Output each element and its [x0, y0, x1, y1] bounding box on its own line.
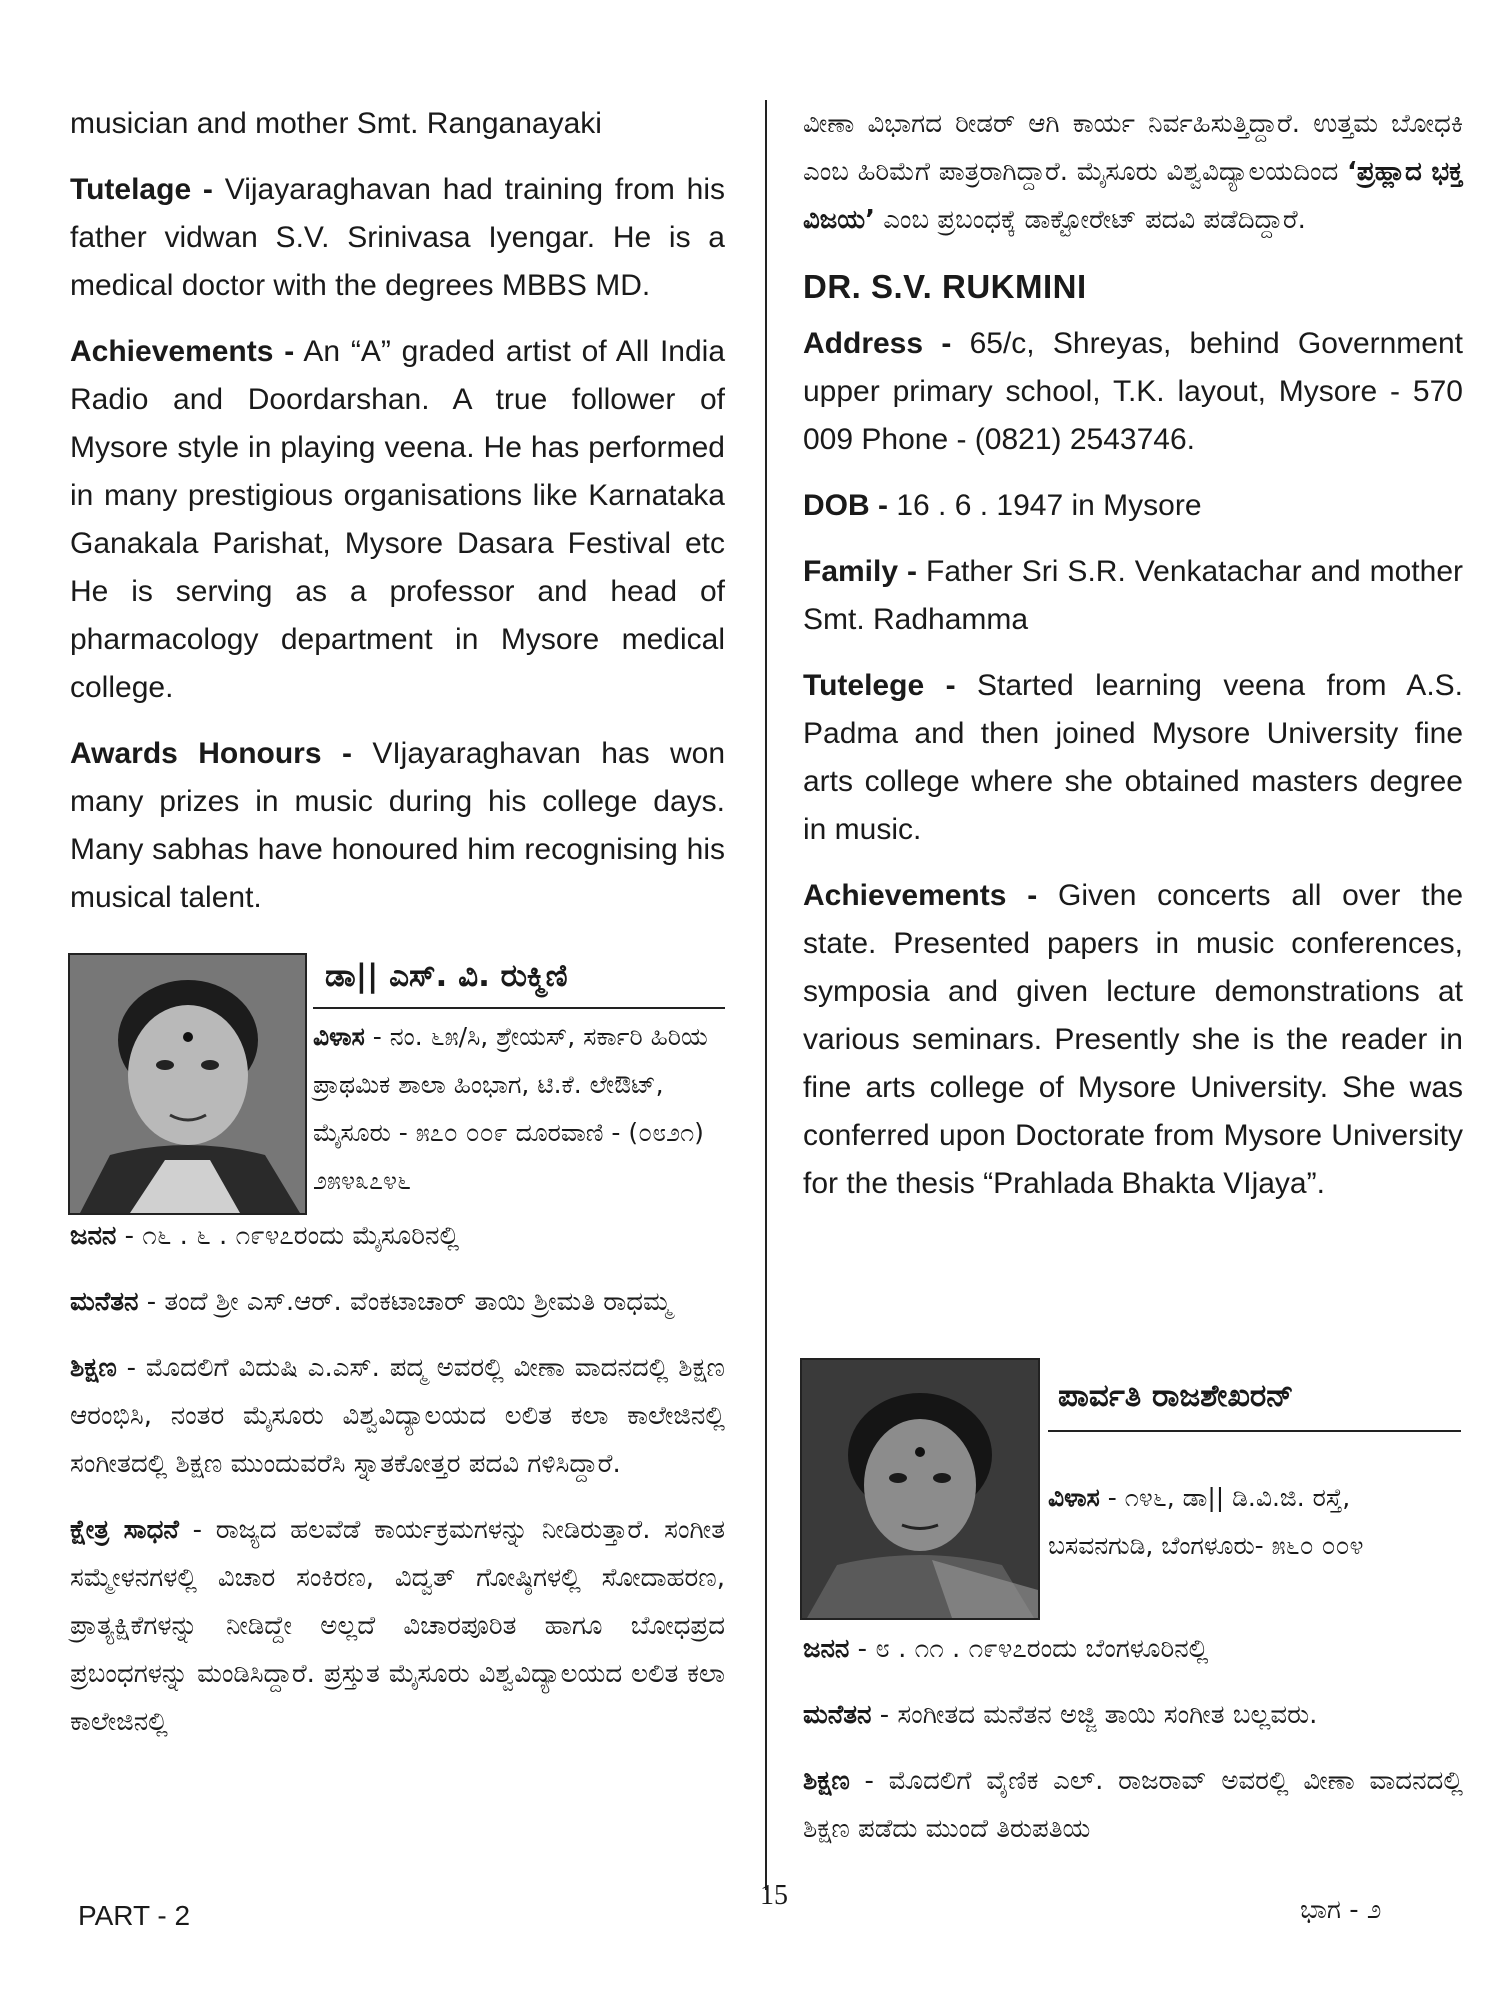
dob-label: DOB - [803, 489, 888, 522]
awards-paragraph [70, 730, 725, 922]
portrait-photo-rukmini [68, 953, 307, 1215]
family-text-kn: - ತಂದೆ ಶ್ರೀ ಎಸ್.ಆರ್. ವೆಂಕಟಾಚಾರ್ ತಾಯಿ ಶ್ರೀಮತಿ ರಾಧಮ್ಮ [138, 1287, 672, 1317]
family-label-kn-right: ಮನೆತನ [803, 1700, 872, 1730]
kannada-body-right [803, 1625, 1463, 1871]
dob-paragraph [803, 482, 1463, 530]
achievements-text-right: Given concerts all over the state. Presented papers in music conferences, symposia and given lecture demonstrations at various seminars. Presently she is the reader in fine arts college of Mysore University. She was conferred upon Doctorate from Mysore University for the thesis “Prahlada Bhakta VIjaya”. [803, 879, 1463, 1200]
right-column [803, 100, 1463, 1226]
achievements-text: An “A” graded artist of All India Radio and Doordarshan. A true follower of Mysore style in playing veena. He has performed in many prestigious organisations like Karnataka Ganakala Parishat, Mysore Dasara Festival etc He is serving as a professor and head of pharmacology department in Mysore medical college. [70, 335, 725, 704]
achievements-paragraph [70, 328, 725, 712]
dob-text-kn: - ೧೬ . ೬ . ೧೯೪೭ರಂದು ಮೈಸೂರಿನಲ್ಲಿ [116, 1221, 460, 1251]
address-text: 65/c, Shreyas, behind Government upper primary school, T.K. layout, Mysore - 570 009 Phone - (0821) 2543746. [803, 327, 1463, 456]
kannada-continued-text: ವೀಣಾ ವಿಭಾಗದ ರೀಡರ್ ಆಗಿ ಕಾರ್ಯ ನಿರ್ವಹಿಸುತ್ತಿದ್ದಾರೆ. ಉತ್ತಮ ಬೋಧಕಿ ಎಂಬ ಹಿರಿಮೆಗೆ ಪಾತ್ರರಾಗಿದ್ದಾರೆ. ಮೈಸೂರು ವಿಶ್ವವಿದ್ಯಾಲಯದಿಂದ [803, 109, 1463, 187]
portrait-photo-parvathi [800, 1358, 1040, 1620]
education-paragraph-kn [70, 1344, 725, 1488]
achievement-text-kn: - ರಾಜ್ಯದ ಹಲವೆಡೆ ಕಾರ್ಯಕ್ರಮಗಳನ್ನು ನೀಡಿರುತ್ತಾರೆ. ಸಂಗೀತ ಸಮ್ಮೇಳನಗಳಲ್ಲಿ ವಿಚಾರ ಸಂಕಿರಣ, ವಿದ್ವತ್ ಗೋಷ್ಠಿಗಳಲ್ಲಿ ಸೋದಾಹರಣ, ಪ್ರಾತ್ಯಕ್ಷಿಕೆಗಳನ್ನು ನೀಡಿದ್ದೇ ಅಲ್ಲದೆ ವಿಚಾರಪೂರಿತ ಹಾಗೂ ಬೋಧಪ್ರದ ಪ್ರಬಂಧಗಳನ್ನು ಮಂಡಿಸಿದ್ದಾರೆ. ಪ್ರಸ್ತುತ ಮೈಸೂರು ವಿಶ್ವವಿದ್ಯಾಲಯದ ಲಲಿತ ಕಲಾ ಕಾಲೇಜಿನಲ್ಲಿ [70, 1515, 725, 1737]
awards-label: Awards Honours - [70, 737, 352, 770]
kannada-address-right [1048, 1474, 1461, 1570]
awards-text: VIjayaraghavan has won many prizes in music during his college days. Many sabhas have honoured him recognising his musical talent. [70, 737, 726, 914]
kannada-continued-paragraph [803, 100, 1463, 244]
education-label-kn: ಶಿಕ್ಷಣ [70, 1353, 117, 1383]
tutelage-label-right: Tutelege - [803, 669, 956, 702]
title-rule-left [313, 1007, 725, 1009]
education-label-kn-right: ಶಿಕ್ಷಣ [803, 1766, 850, 1796]
kannada-body-left [70, 1212, 725, 1764]
family-label: Family - [803, 555, 918, 588]
tutelage-label: Tutelage - [70, 173, 213, 206]
family-paragraph-kn [70, 1278, 725, 1326]
page-number: 15 [760, 1880, 788, 1911]
address-paragraph [803, 320, 1463, 464]
address-label-kn-right: ವಿಳಾಸ [1048, 1483, 1100, 1512]
address-label-kn: ವಿಳಾಸ [313, 1022, 365, 1051]
portrait-image [70, 955, 305, 1213]
tutelage-text-right: Started learning veena from A.S. Padma and then joined Mysore University fine arts college where she obtained masters degree in music. [803, 669, 1463, 846]
tutelage-paragraph [70, 166, 725, 310]
kannada-profile-title-right: ಪಾರ್ವತಿ ರಾಜಶೇಖರನ್ [1058, 1378, 1294, 1414]
kannada-profile-title-left: ಡಾ|| ಎಸ್. ವಿ. ರುಕ್ಮಿಣಿ [325, 958, 568, 994]
address-text-kn: - ನಂ. ೬೫/ಸಿ, ಶ್ರೇಯಸ್, ಸರ್ಕಾರಿ ಹಿರಿಯ ಪ್ರಾಥಮಿಕ ಶಾಲಾ ಹಿಂಭಾಗ, ಟಿ.ಕೆ. ಲೇಔಟ್, ಮೈಸೂರು - ೫೭೦ ೦೦೯ ದೂರವಾಣಿ - (೦೮೨೧) ೨೫೪೩೭೪೬ [313, 1022, 708, 1195]
tutelage-text: Vijayaraghavan had training from his father vidwan S.V. Srinivasa Iyengar. He is a medical doctor with the degrees MBBS MD. [70, 173, 725, 302]
column-divider [765, 100, 767, 1890]
achievement-label-kn: ಕ್ಷೇತ್ರ ಸಾಧನೆ [70, 1515, 179, 1545]
dob-paragraph-kn-right [803, 1625, 1463, 1673]
left-column [70, 100, 725, 940]
dob-text: 16 . 6 . 1947 in Mysore [888, 489, 1202, 522]
family-paragraph [803, 548, 1463, 644]
education-paragraph-kn-right [803, 1757, 1463, 1853]
achievements-paragraph-right [803, 872, 1463, 1208]
address-text-kn-right: - ೧೪೬, ಡಾ|| ಡಿ.ವಿ.ಜಿ. ರಸ್ತೆ, ಬಸವನಗುಡಿ, ಬೆಂಗಳೂರು- ೫೬೦ ೦೦೪ [1048, 1483, 1364, 1560]
address-label: Address - [803, 327, 952, 360]
dob-paragraph-kn [70, 1212, 725, 1260]
title-rule-right [1048, 1430, 1461, 1432]
family-paragraph-kn-right [803, 1691, 1463, 1739]
achievement-paragraph-kn [70, 1506, 725, 1746]
achievements-label: Achievements - [70, 335, 295, 368]
education-text-kn-right: - ಮೊದಲಿಗೆ ವೈಣಿಕ ಎಲ್. ರಾಜರಾವ್ ಅವರಲ್ಲಿ ವೀಣಾ ವಾದನದಲ್ಲಿ ಶಿಕ್ಷಣ ಪಡೆದು ಮುಂದೆ ತಿರುಪತಿಯ [803, 1766, 1463, 1844]
dob-text-kn-right: - ೮ . ೧೧ . ೧೯೪೭ರಂದು ಬೆಂಗಳೂರಿನಲ್ಲಿ [849, 1634, 1209, 1664]
family-text: Father Sri S.R. Venkatachar and mother Smt. Radhamma [803, 555, 1463, 636]
footer-part-label: PART - 2 [78, 1900, 191, 1931]
portrait-image [802, 1360, 1038, 1618]
achievements-label-right: Achievements - [803, 879, 1038, 912]
dob-label-kn: ಜನನ [70, 1221, 117, 1251]
education-text-kn: - ಮೊದಲಿಗೆ ವಿದುಷಿ ಎ.ಎಸ್. ಪದ್ಮ ಅವರಲ್ಲಿ ವೀಣಾ ವಾದನದಲ್ಲಿ ಶಿಕ್ಷಣ ಆರಂಭಿಸಿ, ನಂತರ ಮೈಸೂರು ವಿಶ್ವವಿದ್ಯಾಲಯದ ಲಲಿತ ಕಲಾ ಕಾಲೇಜಿನಲ್ಲಿ ಸಂಗೀತದಲ್ಲಿ ಶಿಕ್ಷಣ ಮುಂದುವರೆಸಿ ಸ್ನಾತಕೋತ್ತರ ಪದವಿ ಗಳಿಸಿದ್ದಾರೆ. [70, 1353, 725, 1479]
dob-label-kn-right: ಜನನ [803, 1634, 850, 1664]
thesis-title-kn: ‘ಪ್ರಹ್ಲಾದ ಭಕ್ತ ವಿಜಯ’ [803, 157, 1463, 235]
intro-text: musician and mother Smt. Ranganayaki [70, 107, 602, 140]
profile-heading: DR. S.V. RUKMINI [803, 268, 1087, 305]
tutelage-paragraph-right [803, 662, 1463, 854]
family-label-kn: ಮನೆತನ [70, 1287, 139, 1317]
family-text-kn-right: - ಸಂಗೀತದ ಮನೆತನ ಅಜ್ಜಿ ತಾಯಿ ಸಂಗೀತ ಬಲ್ಲವರು. [871, 1700, 1318, 1730]
kannada-address-left [313, 1013, 723, 1205]
footer-part-label-kn: ಭಾಗ - ೨ [1300, 1895, 1382, 1925]
kannada-continued-end: ಎಂಬ ಪ್ರಬಂಧಕ್ಕೆ ಡಾಕ್ಟೋರೇಟ್ ಪದವಿ ಪಡೆದಿದ್ದಾರೆ. [874, 205, 1306, 235]
